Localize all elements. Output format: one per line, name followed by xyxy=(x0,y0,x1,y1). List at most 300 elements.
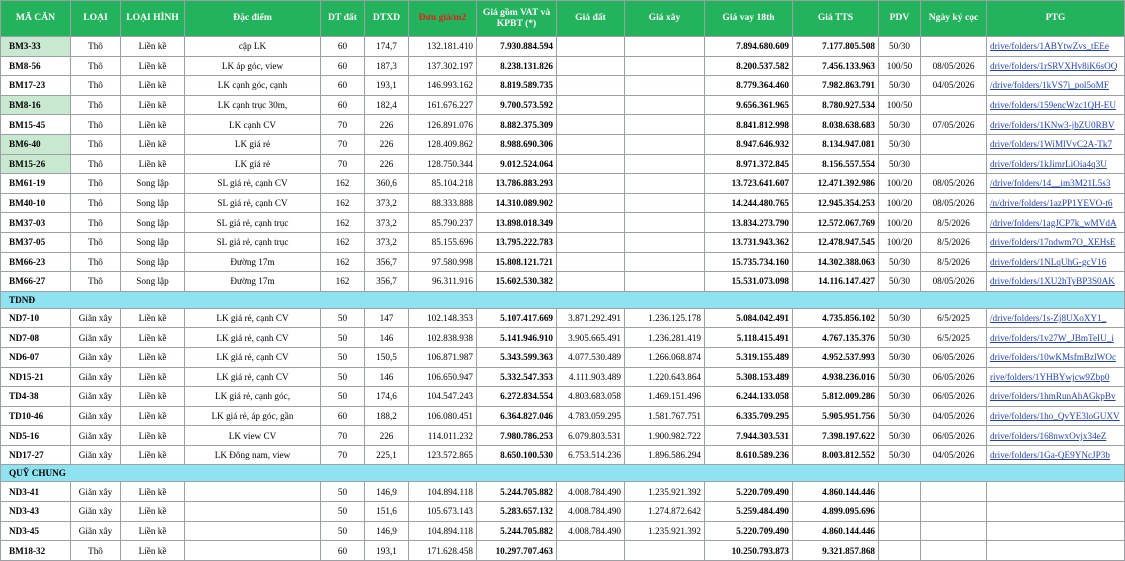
cell-land-price xyxy=(557,115,625,135)
table-row[interactable] xyxy=(1,95,1125,115)
cell-loan-price: 8.200.537.582 xyxy=(705,56,793,76)
cell-ptg-link[interactable]: drive/folders/168nwxOvjx34eZ xyxy=(987,426,1125,446)
cell-build-area: 193,1 xyxy=(365,76,409,96)
table-row[interactable] xyxy=(1,56,1125,76)
cell-category: Song lập xyxy=(121,213,185,233)
cell-ptg-link[interactable] xyxy=(987,541,1125,561)
cell-build-price xyxy=(625,37,705,57)
section-label: QUỸ CHUNG xyxy=(1,465,1125,482)
cell-category: Liền kề xyxy=(121,115,185,135)
cell-type: Thô xyxy=(71,252,121,272)
cell-build-area: 146 xyxy=(365,367,409,387)
cell-loan-price: 9.656.361.965 xyxy=(705,95,793,115)
cell-tts-price: 7.177.805.508 xyxy=(793,37,879,57)
cell-tts-price: 5.812.009.286 xyxy=(793,387,879,407)
cell-deposit-date: 07/05/2026 xyxy=(921,115,987,135)
cell-type: Giãn xây xyxy=(71,406,121,426)
cell-land-area: 50 xyxy=(321,328,365,348)
section-label: TDNĐ xyxy=(1,291,1125,308)
column-header[interactable]: MÃ CĂN xyxy=(1,1,71,37)
cell-code: ND3-45 xyxy=(1,521,71,541)
cell-ptg-link[interactable]: drive/folders/1hmRunAhAGkpBv xyxy=(987,387,1125,407)
table-row[interactable] xyxy=(1,502,1125,522)
cell-build-price: 1.469.151.496 xyxy=(625,387,705,407)
column-header[interactable]: LOẠI xyxy=(71,1,121,37)
cell-loan-price: 8.841.812.998 xyxy=(705,115,793,135)
cell-ptg-link[interactable]: drive/folders/1Ga-QE9YNcJP3b xyxy=(987,445,1125,465)
cell-ptg-link[interactable]: /drive/folders/1kVS7j_pol5oMF xyxy=(987,76,1125,96)
cell-build-area: 182,4 xyxy=(365,95,409,115)
cell-pdv: 50/30 xyxy=(879,37,921,57)
cell-ptg-link[interactable]: drive/folders/1KNw3-jbZU0RBV xyxy=(987,115,1125,135)
cell-pdv: 50/30 xyxy=(879,252,921,272)
cell-price-vat: 5.283.657.132 xyxy=(477,502,557,522)
cell-code: BM66-23 xyxy=(1,252,71,272)
cell-code: BM6-40 xyxy=(1,134,71,154)
table-row[interactable] xyxy=(1,76,1125,96)
cell-ptg-link[interactable]: /drive/folders/1agJCP7k_wMVdA xyxy=(987,213,1125,233)
table-row[interactable] xyxy=(1,328,1125,348)
cell-tts-price: 8.003.812.552 xyxy=(793,445,879,465)
cell-price-vat: 6.364.827.046 xyxy=(477,406,557,426)
cell-feature: SL giá rẻ, cạnh CV xyxy=(185,193,321,213)
cell-pdv: 100/50 xyxy=(879,95,921,115)
table-row[interactable] xyxy=(1,367,1125,387)
cell-land-area: 60 xyxy=(321,56,365,76)
cell-deposit-date xyxy=(921,154,987,174)
table-row[interactable] xyxy=(1,521,1125,541)
cell-build-area: 147 xyxy=(365,308,409,328)
table-header xyxy=(1,1,1125,37)
cell-pdv: 50/30 xyxy=(879,115,921,135)
cell-feature xyxy=(185,502,321,522)
cell-build-area: 226 xyxy=(365,154,409,174)
cell-build-price xyxy=(625,272,705,292)
cell-land-price xyxy=(557,541,625,561)
cell-land-price xyxy=(557,154,625,174)
cell-category: Liền kề xyxy=(121,134,185,154)
cell-feature: LK giá rẻ, áp góc, gần xyxy=(185,406,321,426)
cell-build-area: 225,1 xyxy=(365,445,409,465)
table-row[interactable] xyxy=(1,174,1125,194)
cell-tts-price: 4.860.144.446 xyxy=(793,482,879,502)
cell-land-price xyxy=(557,213,625,233)
cell-feature xyxy=(185,482,321,502)
table-row[interactable] xyxy=(1,445,1125,465)
cell-loan-price: 6.244.133.058 xyxy=(705,387,793,407)
cell-build-price: 1.235.921.392 xyxy=(625,521,705,541)
cell-unit-price: 85.104.218 xyxy=(409,174,477,194)
cell-deposit-date: 8/5/2026 xyxy=(921,252,987,272)
cell-price-vat: 14.310.089.902 xyxy=(477,193,557,213)
cell-type: Thô xyxy=(71,232,121,252)
cell-unit-price: 161.676.227 xyxy=(409,95,477,115)
cell-feature: Đường 17m xyxy=(185,252,321,272)
cell-feature: cập LK xyxy=(185,37,321,57)
cell-ptg-link[interactable] xyxy=(987,482,1125,502)
cell-type: Giãn xây xyxy=(71,502,121,522)
cell-category: Song lập xyxy=(121,174,185,194)
cell-type: Thô xyxy=(71,193,121,213)
cell-land-area: 162 xyxy=(321,193,365,213)
cell-category: Liền kề xyxy=(121,56,185,76)
cell-code: ND7-10 xyxy=(1,308,71,328)
cell-type: Thô xyxy=(71,76,121,96)
cell-loan-price: 8.779.364.460 xyxy=(705,76,793,96)
cell-pdv: 50/30 xyxy=(879,445,921,465)
column-header[interactable]: DTXD xyxy=(365,1,409,37)
cell-land-price xyxy=(557,272,625,292)
cell-feature xyxy=(185,521,321,541)
cell-land-area: 70 xyxy=(321,115,365,135)
cell-tts-price: 4.938.236.016 xyxy=(793,367,879,387)
cell-code: ND3-41 xyxy=(1,482,71,502)
column-header[interactable]: Giá gồm VAT và KPBT (*) xyxy=(477,1,557,37)
cell-land-area: 50 xyxy=(321,521,365,541)
cell-feature: LK giá rẻ xyxy=(185,134,321,154)
column-header[interactable]: Giá đất xyxy=(557,1,625,37)
cell-tts-price: 12.945.354.253 xyxy=(793,193,879,213)
table-row[interactable] xyxy=(1,37,1125,57)
cell-ptg-link[interactable]: drive/folders/1ho_QvYE3loGUXV xyxy=(987,406,1125,426)
cell-land-price xyxy=(557,252,625,272)
cell-land-area: 60 xyxy=(321,76,365,96)
cell-code: ND15-21 xyxy=(1,367,71,387)
cell-code: BM17-23 xyxy=(1,76,71,96)
cell-loan-price: 8.947.646.932 xyxy=(705,134,793,154)
cell-build-price xyxy=(625,76,705,96)
cell-type: Thô xyxy=(71,154,121,174)
cell-deposit-date: 6/5/2025 xyxy=(921,328,987,348)
cell-feature: LK cạnh góc, cạnh xyxy=(185,76,321,96)
cell-loan-price: 7.894.680.609 xyxy=(705,37,793,57)
cell-unit-price: 96.311.916 xyxy=(409,272,477,292)
cell-land-area: 60 xyxy=(321,37,365,57)
cell-unit-price: 126.891.076 xyxy=(409,115,477,135)
cell-feature: Đường 17m xyxy=(185,272,321,292)
cell-deposit-date: 06/05/2026 xyxy=(921,426,987,446)
cell-land-price xyxy=(557,134,625,154)
cell-pdv: 50/30 xyxy=(879,134,921,154)
cell-build-price xyxy=(625,174,705,194)
cell-code: ND17-27 xyxy=(1,445,71,465)
column-header[interactable]: Giá xây xyxy=(625,1,705,37)
cell-tts-price: 8.156.557.554 xyxy=(793,154,879,174)
cell-loan-price: 15.735.734.160 xyxy=(705,252,793,272)
cell-tts-price: 4.899.095.696 xyxy=(793,502,879,522)
column-header[interactable]: Giá TTS xyxy=(793,1,879,37)
cell-tts-price: 12.471.392.986 xyxy=(793,174,879,194)
cell-tts-price: 8.780.927.534 xyxy=(793,95,879,115)
cell-type: Thô xyxy=(71,56,121,76)
cell-category: Song lập xyxy=(121,252,185,272)
cell-deposit-date xyxy=(921,502,987,522)
cell-unit-price: 102.148.353 xyxy=(409,308,477,328)
column-header[interactable]: Ngày ký cọc xyxy=(921,1,987,37)
cell-ptg-link[interactable]: rive/folders/1YHBYwjcw9Zbp0 xyxy=(987,367,1125,387)
cell-unit-price: 114.011.232 xyxy=(409,426,477,446)
cell-pdv: 100/20 xyxy=(879,174,921,194)
cell-ptg-link[interactable]: drive/folders/10wKMsfmBzlWOc xyxy=(987,347,1125,367)
cell-land-price xyxy=(557,76,625,96)
cell-code: TD4-38 xyxy=(1,387,71,407)
cell-tts-price: 8.134.947.081 xyxy=(793,134,879,154)
cell-deposit-date xyxy=(921,541,987,561)
column-header[interactable]: Đặc điểm xyxy=(185,1,321,37)
cell-type: Thô xyxy=(71,134,121,154)
cell-category: Liền kề xyxy=(121,154,185,174)
table-row[interactable] xyxy=(1,232,1125,252)
cell-land-area: 162 xyxy=(321,174,365,194)
cell-land-price xyxy=(557,37,625,57)
cell-land-price xyxy=(557,56,625,76)
cell-ptg-link[interactable]: /drive/folders/1s-Zj8UXoXY1_ xyxy=(987,308,1125,328)
column-header[interactable]: Giá vay 18th xyxy=(705,1,793,37)
cell-land-price: 6.753.514.236 xyxy=(557,445,625,465)
cell-ptg-link[interactable]: drive/folders/159encWzc1QH-EU xyxy=(987,95,1125,115)
cell-deposit-date xyxy=(921,482,987,502)
cell-tts-price: 7.398.197.622 xyxy=(793,426,879,446)
cell-pdv: 50/30 xyxy=(879,426,921,446)
cell-code: TD10-46 xyxy=(1,406,71,426)
cell-category: Liền kề xyxy=(121,482,185,502)
cell-loan-price: 15.531.073.098 xyxy=(705,272,793,292)
cell-land-price: 3.871.292.491 xyxy=(557,308,625,328)
cell-loan-price: 8.610.589.236 xyxy=(705,445,793,465)
cell-price-vat: 5.107.417.669 xyxy=(477,308,557,328)
cell-type: Thô xyxy=(71,174,121,194)
cell-ptg-link[interactable]: drive/folders/1rSRVXHv8iK6sOQ xyxy=(987,56,1125,76)
cell-type: Thô xyxy=(71,37,121,57)
cell-ptg-link[interactable]: /n/drive/folders/1azPP1YEVO-t6 xyxy=(987,193,1125,213)
cell-ptg-link[interactable] xyxy=(987,502,1125,522)
cell-land-price: 4.803.683.058 xyxy=(557,387,625,407)
cell-unit-price: 97.580.998 xyxy=(409,252,477,272)
cell-land-price: 3.905.665.491 xyxy=(557,328,625,348)
cell-deposit-date: 8/5/2026 xyxy=(921,213,987,233)
cell-land-price xyxy=(557,232,625,252)
cell-ptg-link[interactable]: drive/folders/1WiMlVvC2A-Tk7 xyxy=(987,134,1125,154)
cell-pdv xyxy=(879,521,921,541)
cell-loan-price: 5.220.709.490 xyxy=(705,521,793,541)
cell-category: Liền kề xyxy=(121,406,185,426)
cell-deposit-date: 04/05/2026 xyxy=(921,406,987,426)
cell-feature: LK cạnh trục 30m, xyxy=(185,95,321,115)
cell-deposit-date xyxy=(921,95,987,115)
cell-land-area: 50 xyxy=(321,308,365,328)
cell-build-price: 1.236.281.419 xyxy=(625,328,705,348)
cell-pdv: 50/30 xyxy=(879,387,921,407)
cell-build-area: 188,2 xyxy=(365,406,409,426)
cell-build-area: 174,6 xyxy=(365,387,409,407)
cell-land-area: 162 xyxy=(321,232,365,252)
table-row[interactable] xyxy=(1,387,1125,407)
cell-code: ND6-07 xyxy=(1,347,71,367)
cell-pdv: 100/20 xyxy=(879,232,921,252)
cell-code: BM18-32 xyxy=(1,541,71,561)
cell-category: Liền kề xyxy=(121,521,185,541)
cell-build-area: 193,1 xyxy=(365,541,409,561)
table-row[interactable] xyxy=(1,347,1125,367)
cell-build-price: 1.220.643.864 xyxy=(625,367,705,387)
cell-unit-price: 106.871.987 xyxy=(409,347,477,367)
table-row[interactable] xyxy=(1,213,1125,233)
cell-unit-price: 104.894.118 xyxy=(409,482,477,502)
cell-code: BM15-45 xyxy=(1,115,71,135)
cell-build-price xyxy=(625,134,705,154)
cell-feature: LK áp góc, view xyxy=(185,56,321,76)
cell-loan-price: 5.084.042.491 xyxy=(705,308,793,328)
cell-pdv: 50/30 xyxy=(879,76,921,96)
cell-build-price: 1.581.767.751 xyxy=(625,406,705,426)
cell-deposit-date: 08/05/2026 xyxy=(921,174,987,194)
cell-price-vat: 9.012.524.064 xyxy=(477,154,557,174)
cell-type: Thô xyxy=(71,115,121,135)
column-header[interactable]: Đơn giá/m2 xyxy=(409,1,477,37)
cell-tts-price: 7.982.863.791 xyxy=(793,76,879,96)
cell-price-vat: 8.882.375.309 xyxy=(477,115,557,135)
cell-loan-price: 8.971.372.845 xyxy=(705,154,793,174)
section-row xyxy=(1,291,1125,308)
cell-land-price: 4.077.530.489 xyxy=(557,347,625,367)
column-header[interactable]: DT đất xyxy=(321,1,365,37)
cell-land-area: 162 xyxy=(321,272,365,292)
cell-category: Song lập xyxy=(121,232,185,252)
cell-category: Song lập xyxy=(121,193,185,213)
cell-build-price xyxy=(625,252,705,272)
table-row[interactable] xyxy=(1,482,1125,502)
cell-loan-price: 6.335.709.295 xyxy=(705,406,793,426)
cell-type: Thô xyxy=(71,213,121,233)
cell-type: Giãn xây xyxy=(71,308,121,328)
cell-type: Giãn xây xyxy=(71,387,121,407)
cell-build-price xyxy=(625,95,705,115)
cell-build-price xyxy=(625,115,705,135)
cell-land-price xyxy=(557,95,625,115)
table-body xyxy=(1,37,1125,561)
cell-type: Giãn xây xyxy=(71,521,121,541)
cell-land-area: 50 xyxy=(321,482,365,502)
table-row[interactable] xyxy=(1,426,1125,446)
cell-build-price xyxy=(625,154,705,174)
cell-pdv: 50/30 xyxy=(879,406,921,426)
table-row[interactable] xyxy=(1,406,1125,426)
column-header[interactable]: PTG xyxy=(987,1,1125,37)
table-row[interactable] xyxy=(1,252,1125,272)
cell-ptg-link[interactable]: drive/folders/1NLqUhG-gcV16 xyxy=(987,252,1125,272)
cell-land-price xyxy=(557,174,625,194)
cell-build-price: 1.274.872.642 xyxy=(625,502,705,522)
cell-build-area: 146 xyxy=(365,328,409,348)
cell-unit-price: 146.993.162 xyxy=(409,76,477,96)
cell-type: Giãn xây xyxy=(71,445,121,465)
cell-deposit-date: 06/05/2026 xyxy=(921,387,987,407)
cell-unit-price: 88.333.888 xyxy=(409,193,477,213)
cell-code: ND5-16 xyxy=(1,426,71,446)
cell-feature: LK view CV xyxy=(185,426,321,446)
cell-price-vat: 5.332.547.353 xyxy=(477,367,557,387)
cell-land-price: 6.079.803.531 xyxy=(557,426,625,446)
table-row[interactable] xyxy=(1,541,1125,561)
cell-code: BM37-03 xyxy=(1,213,71,233)
cell-ptg-link[interactable]: drive/folders/1XU2hTyBP3S0AK xyxy=(987,272,1125,292)
table-row[interactable] xyxy=(1,272,1125,292)
cell-loan-price: 13.834.273.790 xyxy=(705,213,793,233)
cell-price-vat: 8.238.131.826 xyxy=(477,56,557,76)
cell-build-price xyxy=(625,213,705,233)
cell-build-price: 1.266.068.874 xyxy=(625,347,705,367)
cell-ptg-link[interactable]: drive/folders/1ABYtwZvs_tEEe xyxy=(987,37,1125,57)
cell-ptg-link[interactable]: drive/folders/1v27W_JBmTeIU_i xyxy=(987,328,1125,348)
cell-loan-price: 7.944.303.531 xyxy=(705,426,793,446)
cell-code: BM40-10 xyxy=(1,193,71,213)
cell-ptg-link[interactable]: drive/folders/17ndwm7O_XEHsE xyxy=(987,232,1125,252)
column-header[interactable]: PDV xyxy=(879,1,921,37)
header-row xyxy=(1,1,1125,37)
cell-feature: SL giá rẻ, cạnh trục xyxy=(185,213,321,233)
cell-price-vat: 8.988.690.306 xyxy=(477,134,557,154)
cell-build-area: 174,7 xyxy=(365,37,409,57)
cell-land-area: 70 xyxy=(321,445,365,465)
cell-code: BM61-19 xyxy=(1,174,71,194)
cell-build-area: 356,7 xyxy=(365,272,409,292)
cell-category: Liền kề xyxy=(121,95,185,115)
cell-loan-price: 5.308.153.489 xyxy=(705,367,793,387)
cell-build-price: 1.236.125.178 xyxy=(625,308,705,328)
table-row[interactable] xyxy=(1,308,1125,328)
cell-land-area: 70 xyxy=(321,134,365,154)
cell-land-area: 60 xyxy=(321,406,365,426)
column-header[interactable]: LOẠI HÌNH xyxy=(121,1,185,37)
cell-ptg-link[interactable] xyxy=(987,521,1125,541)
cell-tts-price: 4.735.856.102 xyxy=(793,308,879,328)
table-row[interactable] xyxy=(1,134,1125,154)
cell-ptg-link[interactable]: drive/folders/1kJimrLiOia4q3U xyxy=(987,154,1125,174)
cell-land-price xyxy=(557,193,625,213)
cell-unit-price: 106.650.947 xyxy=(409,367,477,387)
cell-pdv: 50/30 xyxy=(879,328,921,348)
cell-type: Thô xyxy=(71,541,121,561)
cell-loan-price: 13.723.641.607 xyxy=(705,174,793,194)
table-row[interactable] xyxy=(1,115,1125,135)
cell-tts-price: 14.116.147.427 xyxy=(793,272,879,292)
cell-ptg-link[interactable]: /drive/folders/14__im3M21L5s3 xyxy=(987,174,1125,194)
table-row[interactable] xyxy=(1,193,1125,213)
cell-price-vat: 7.930.884.594 xyxy=(477,37,557,57)
cell-tts-price: 8.038.638.683 xyxy=(793,115,879,135)
cell-pdv xyxy=(879,502,921,522)
cell-pdv xyxy=(879,482,921,502)
cell-category: Song lập xyxy=(121,272,185,292)
cell-deposit-date xyxy=(921,521,987,541)
cell-build-area: 146,9 xyxy=(365,521,409,541)
cell-tts-price: 4.767.135.376 xyxy=(793,328,879,348)
cell-feature: LK giá rẻ, cạnh CV xyxy=(185,347,321,367)
cell-price-vat: 13.786.883.293 xyxy=(477,174,557,194)
cell-land-area: 162 xyxy=(321,213,365,233)
cell-price-vat: 5.141.946.910 xyxy=(477,328,557,348)
cell-type: Giãn xây xyxy=(71,367,121,387)
cell-build-price: 1.235.921.392 xyxy=(625,482,705,502)
cell-pdv: 50/30 xyxy=(879,308,921,328)
cell-deposit-date: 04/05/2026 xyxy=(921,445,987,465)
table-row[interactable] xyxy=(1,154,1125,174)
cell-loan-price: 5.118.415.491 xyxy=(705,328,793,348)
cell-feature: LK giá rẻ, cạnh CV xyxy=(185,367,321,387)
cell-unit-price: 171.628.458 xyxy=(409,541,477,561)
cell-price-vat: 10.297.707.463 xyxy=(477,541,557,561)
cell-build-area: 373,2 xyxy=(365,213,409,233)
